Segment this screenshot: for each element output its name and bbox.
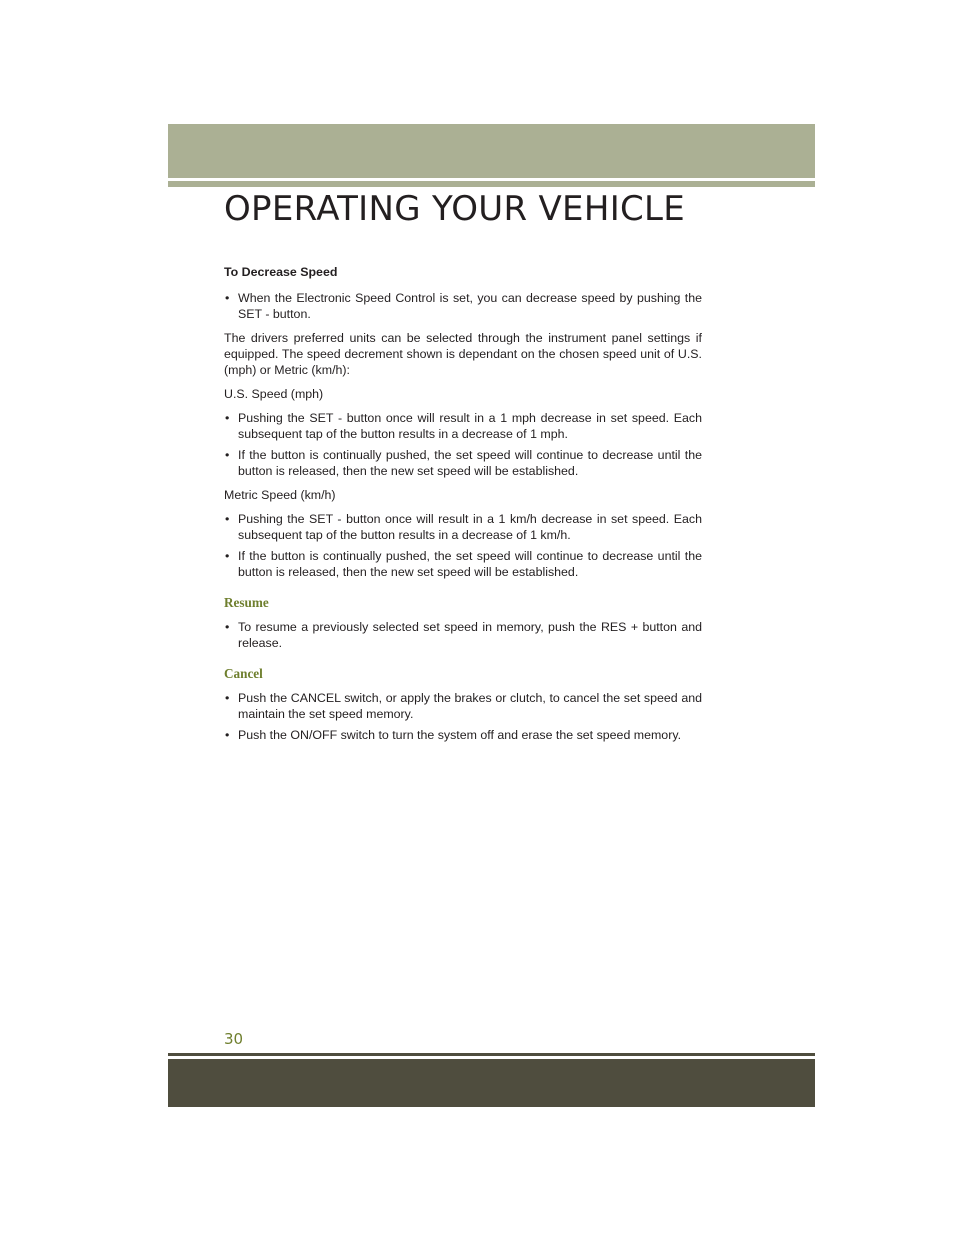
decrease-speed-list <box>224 290 702 322</box>
resume-heading: Resume <box>224 595 269 610</box>
cancel-heading: Cancel <box>224 666 263 681</box>
resume-list <box>224 619 702 651</box>
list-item: • Pushing the SET - button once will result in a 1 km/h decrease in set speed. Each subsequent tap of the button results in a decrease of 1 km/h. <box>224 511 702 543</box>
footer-band <box>168 1059 815 1107</box>
us-speed-label: U.S. Speed (mph) <box>224 387 324 401</box>
list-item: • Push the ON/OFF switch to turn the system off and erase the set speed memory. <box>224 727 702 743</box>
list-item: • Push the CANCEL switch, or apply the brakes or clutch, to cancel the set speed and maintain the set speed memory. <box>224 690 702 722</box>
us-speed-list <box>224 410 702 479</box>
header-rule <box>168 181 815 187</box>
list-item: • When the Electronic Speed Control is set, you can decrease speed by pushing the SET - button. <box>224 290 702 322</box>
page-number: 30 <box>224 1030 244 1048</box>
decrease-speed-heading: To Decrease Speed <box>224 265 338 279</box>
section-title: OPERATING YOUR VEHICLE <box>224 189 686 229</box>
list-item: • Pushing the SET - button once will result in a 1 mph decrease in set speed. Each subsequent tap of the button results in a decrease of 1 mph. <box>224 410 702 442</box>
metric-speed-label: Metric Speed (km/h) <box>224 488 336 502</box>
footer-rule <box>168 1053 815 1056</box>
list-item: • If the button is continually pushed, the set speed will continue to decrease until the button is released, then the new set speed will be established. <box>224 548 702 580</box>
header-band <box>168 124 815 178</box>
list-item: • If the button is continually pushed, the set speed will continue to decrease until the button is released, then the new set speed will be established. <box>224 447 702 479</box>
page-content <box>224 264 702 751</box>
metric-speed-list <box>224 511 702 580</box>
cancel-list <box>224 690 702 743</box>
list-item: • To resume a previously selected set speed in memory, push the RES + button and release. <box>224 619 702 651</box>
units-paragraph: The drivers preferred units can be selected through the instrument panel settings if equipped. The speed decrement shown is dependant on the chosen speed unit of U.S. (mph) or Metric (km/h): <box>224 331 702 377</box>
